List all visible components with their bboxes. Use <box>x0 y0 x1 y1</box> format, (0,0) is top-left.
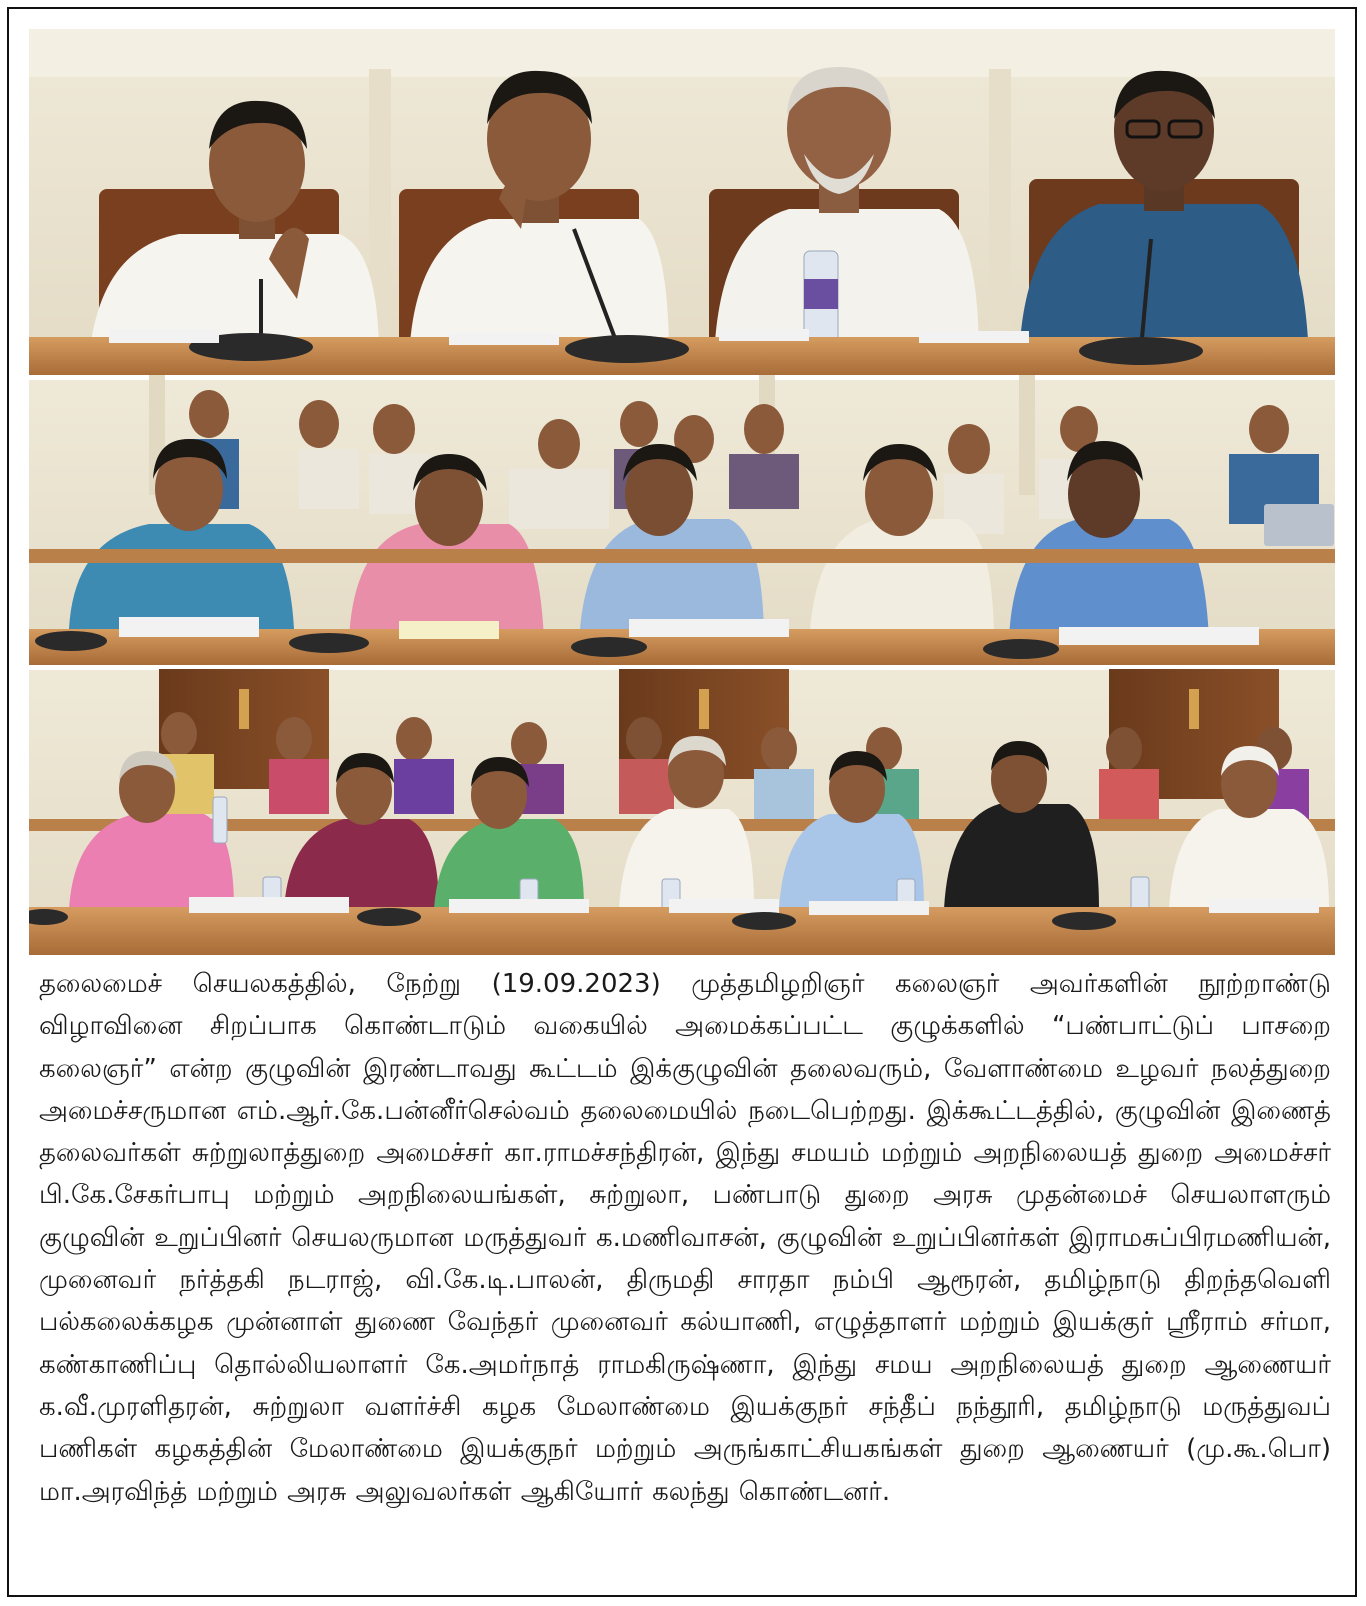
photo-panel-officials <box>29 375 1335 665</box>
meeting-photo-collage <box>29 29 1335 955</box>
photo-panel-members <box>29 665 1335 955</box>
photo-panel-dignitaries <box>29 29 1335 375</box>
news-caption: தலைமைச் செயலகத்தில், நேற்று (19.09.2023) முத்தமிழறிஞர் கலைஞர் அவர்களின் நூற்றாண்டு விழாவினை சிறப்பாக கொண்டாடும் வகையில் அமைக்கப்பட்ட குழுக்களில் “பண்பாட்டுப் பாசறை கலைஞர்” என்ற குழுவின் இரண்டாவது கூட்டம் இக்குழுவின் தலைவரும், வேளாண்மை உழவர் நலத்துறை அமைச்சருமான எம்.ஆர்.கே.பன்னீர்செல்வம் தலைமையில் நடைபெற்றது. இக்கூட்டத்தில், குழுவின் இணைத் தலைவர்கள் சுற்றுலாத்துறை அமைச்சர் கா.ராமச்சந்திரன், இந்து சமயம் மற்றும் அறநிலையத் துறை அமைச்சர் பி.கே.சேகர்பாபு மற்றும் அறநிலையங்கள், சுற்றுலா, பண்பாடு துறை அரசு முதன்மைச் செயலாளரும் குழுவின் உறுப்பினர் செயலருமான மருத்துவர் க.மணிவாசன், குழுவின் உறுப்பினர்கள் இராமசுப்பிரமணியன், முனைவர் நர்த்தகி நடராஜ், வி.கே.டி.பாலன், திருமதி சாரதா நம்பி ஆரூரன், தமிழ்நாடு திறந்தவெளி பல்கலைக்கழக முன்னாள் துணை வேந்தர் முனைவர் கல்யாணி, எழுத்தாளர் மற்றும் இயக்குர் ஸ்ரீராம் சர்மா, கண்காணிப்பு தொல்லியலாளர் கே.அமர்நாத் ராமகிருஷ்ணா, இந்து சமய அறநிலையத் துறை ஆணையர் க.வீ.முரளிதரன், சுற்றுலா வளர்ச்சி கழக மேலாண்மை இயக்குநர் சந்தீப் நந்தூரி, தமிழ்நாடு மருத்துவப் பணிகள் கழகத்தின் மேலாண்மை இயக்குநர் மற்றும் அருங்காட்சியகங்கள் துறை ஆணையர் (மு.கூ.பொ) மா.அரவிந்த் மற்றும் அரசு அலுவலர்கள் ஆகியோர் கலந்து கொண்டனர். <box>39 969 1331 1507</box>
news-clipping <box>7 7 1357 1597</box>
